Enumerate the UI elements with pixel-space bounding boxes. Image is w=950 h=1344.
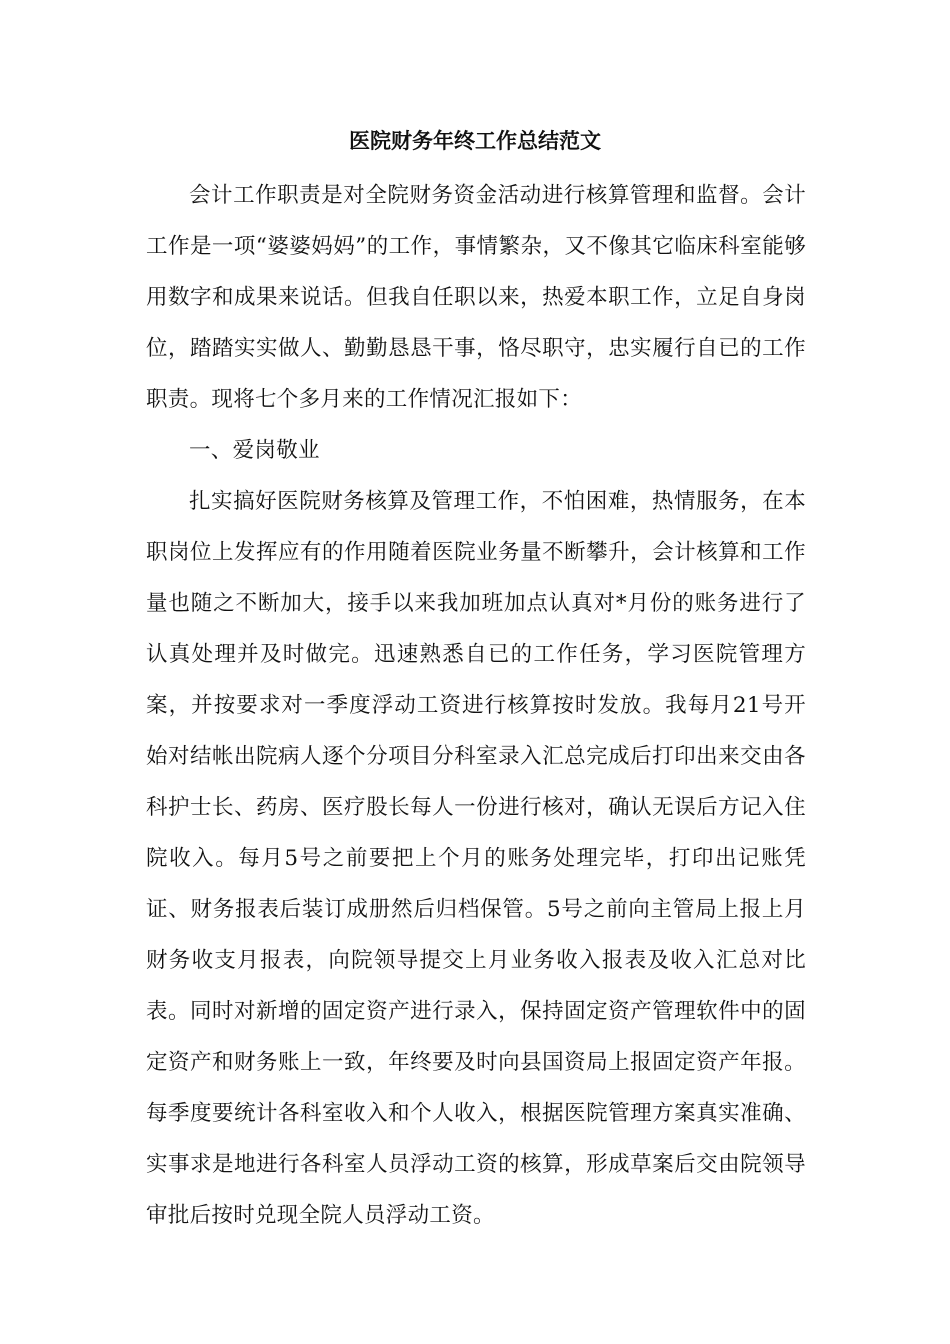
section-paragraph: 扎实搞好医院财务核算及管理工作，不怕困难，热情服务，在本职岗位上发挥应有的作用随着医院业务量不断攀升，会计核算和工作量也随之不断加大，接手以来我加班加点认真对*月份的账务进行了认真处理并及时做完。迅速熟悉自已的工作任务，学习医院管理方案，并按要求对一季度浮动工资进行核算按时发放。我每月21号开始对结帐出院病人逐个分项目分科室录入汇总完成后打印出来交由各科护士长、药房、医疗股长每人一份进行核对，确认无误后方记入住院收入。每月5号之前要把上个月的账务处理完毕，打印出记账凭证、财务报表后装订成册然后归档保管。5号之前向主管局上报上月财务收支月报表，向院领导提交上月业务收入报表及收入汇总对比表。同时对新增的固定资产进行录入，保持固定资产管理软件中的固定资产和财务账上一致，年终要及时向县国资局上报固定资产年报。每季度要统计各科室收入和个人收入，根据医院管理方案真实准确、实事求是地进行各科室人员浮动工资的核算，形成草案后交由院领导审批后按时兑现全院人员浮动工资。 bbox=[146, 489, 806, 1228]
section-heading: 一、爱岗敬业 bbox=[189, 438, 320, 463]
document-body bbox=[146, 170, 806, 1241]
document-title: 医院财务年终工作总结范文 bbox=[349, 128, 601, 153]
intro-paragraph: 会计工作职责是对全院财务资金活动进行核算管理和监督。会计工作是一项“婆婆妈妈”的工作，事情繁杂，又不像其它临床科室能够用数字和成果来说话。但我自任职以来，热爱本职工作，立足自身岗位，踏踏实实做人、勤勤恳恳干事，恪尽职守，忠实履行自已的工作职责。现将七个多月来的工作情况汇报如下： bbox=[146, 183, 806, 412]
